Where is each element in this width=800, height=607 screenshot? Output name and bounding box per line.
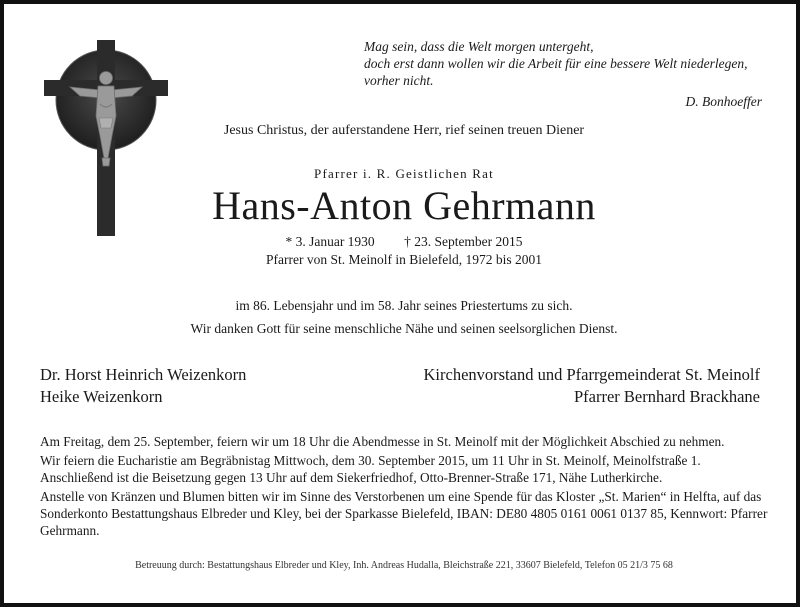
mourner-name: Dr. Horst Heinrich Weizenkorn [40,365,247,384]
funeral-paragraph: Wir feiern die Eucharistie am Begräbnistag Mittwoch, dem 30. September 2015, um 11 Uhr in St. Meinolf, Meinolfstraße 1. Anschließend ist die Beisetzung gegen 13 Uhr auf dem Siekerfriedhof, Otto-Brenner-Straße 171, Nähe Lutherkirche. [40,453,701,485]
bonhoeffer-quote [364,38,774,89]
quote-line: vorher nicht. [364,73,434,88]
mourners-family [40,364,246,408]
undertaker-footer: Betreuung durch: Bestattungshaus Elbreder und Kley, Inh. Andreas Hudalla, Bleichstraße 221, 33607 Bielefeld, Telefon 05 21/3 75 68 [135,560,673,571]
donation-paragraph: Anstelle von Kränzen und Blumen bitten wir im Sinne des Verstorbenen um eine Spende für das Kloster „St. Marien“ in Helfta, auf das Sonderkonto Bestattungshaus Elbreder und Kley, bei der Sparkasse Bielefeld, IBAN: DE80 4805 0161 0061 0137 85, Kennwort: Pfarrer Gehrmann. [40,489,768,538]
deceased-name: Hans-Anton Gehrmann [212,183,596,228]
age-line: im 86. Lebensjahr und im 58. Jahr seines Priestertums zu sich. [235,298,573,313]
quote-line: doch erst dann wollen wir die Arbeit für eine bessere Welt niederlegen, [364,56,748,71]
mourner-name: Pfarrer Bernhard Brackhane [574,387,760,406]
evening-mass-paragraph: Am Freitag, dem 25. September, feiern wir um 18 Uhr die Abendmesse in St. Meinolf mit der Möglichkeit Abschied zu nehmen. [40,434,725,449]
mourner-name: Heike Weizenkorn [40,387,163,406]
service-details [40,433,772,541]
mourner-name: Kirchenvorstand und Pfarrgemeinderat St. Meinolf [423,365,760,384]
life-dates [4,234,800,250]
death-date: † 23. September 2015 [404,234,523,249]
intro-line: Jesus Christus, der auferstandene Herr, rief seinen treuen Diener [223,123,585,138]
quote-line: Mag sein, dass die Welt morgen untergeht, [364,39,594,54]
parish-line: Pfarrer von St. Meinolf in Bielefeld, 1972 bis 2001 [266,252,542,267]
quote-author: D. Bonhoeffer [685,94,762,109]
deceased-title: Pfarrer i. R. Geistlichen Rat [314,166,494,181]
mourners-parish [424,364,761,408]
thanks-line: Wir danken Gott für seine menschliche Nähe und seinen seelsorglichen Dienst. [190,321,618,336]
birth-date: * 3. Januar 1930 [285,234,375,249]
